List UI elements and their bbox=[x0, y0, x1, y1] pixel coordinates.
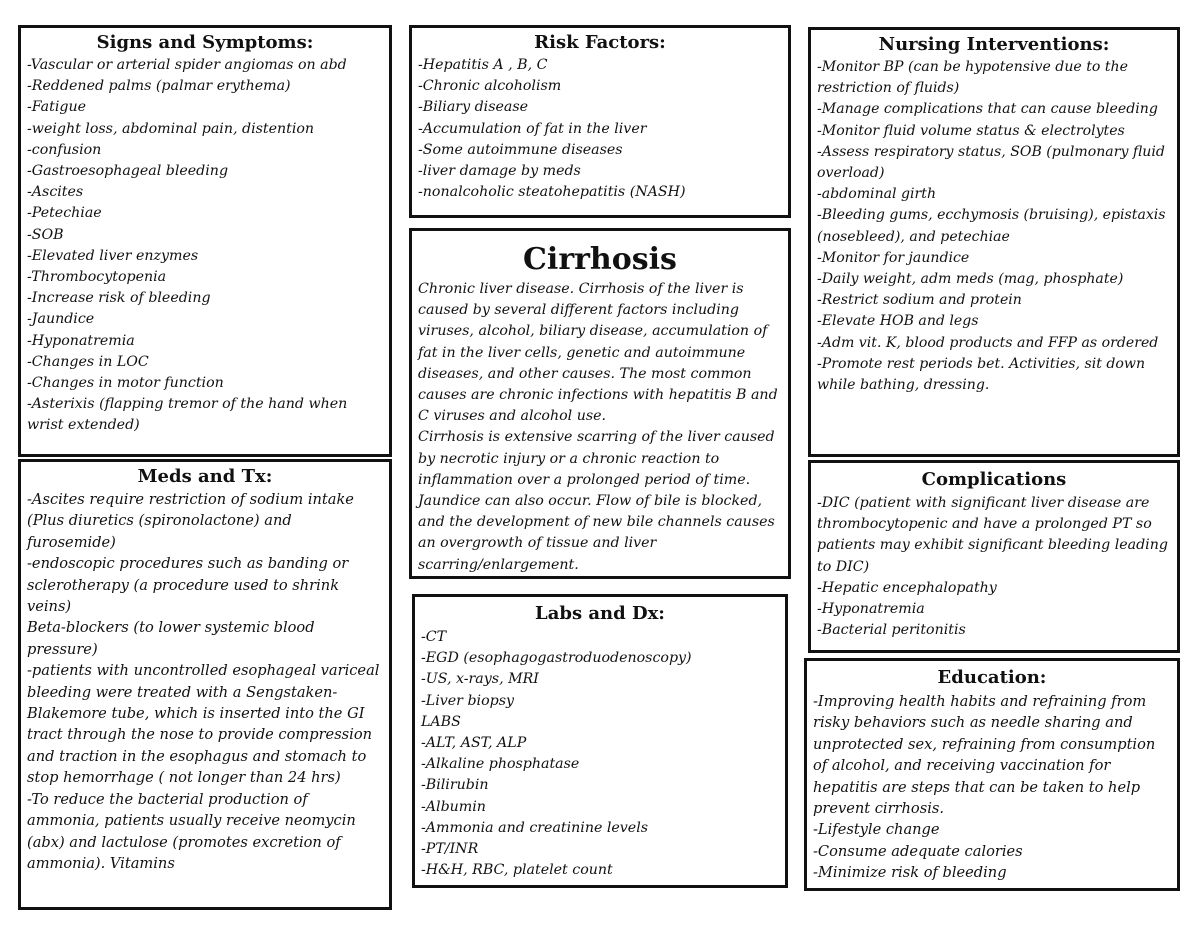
list-item: -SOB bbox=[27, 226, 64, 243]
list-item: -Hepatic encephalopathy bbox=[817, 579, 997, 596]
list-item: -H&H, RBC, platelet count bbox=[421, 862, 613, 879]
list-item: -US, x-rays, MRI bbox=[421, 671, 539, 688]
list-item: -Elevated liver enzymes bbox=[27, 247, 199, 264]
signs-and-symptoms-title: Signs and Symptoms: bbox=[96, 32, 314, 53]
nursing-interventions-box bbox=[808, 27, 1180, 457]
page-title: Cirrhosis bbox=[523, 242, 677, 277]
education-box bbox=[804, 658, 1180, 891]
labs-and-dx-title: Labs and Dx: bbox=[535, 603, 665, 624]
risk-factors-box bbox=[409, 25, 791, 218]
list-item: -Adm vit. K, blood products and FFP as ordered bbox=[817, 334, 1159, 351]
risk-factors-title: Risk Factors: bbox=[534, 32, 666, 53]
list-item: -Jaundice bbox=[27, 311, 95, 328]
complications-box bbox=[808, 460, 1180, 653]
list-item: -Hyponatremia bbox=[27, 332, 135, 349]
list-item: -Elevate HOB and legs bbox=[817, 313, 979, 330]
list-item: -weight loss, abdominal pain, distention bbox=[27, 120, 315, 137]
list-item: -Promote rest periods bet. Activities, sit down while bathing, dressing. bbox=[817, 355, 1146, 394]
labs-and-dx-box bbox=[412, 594, 788, 888]
list-item: -confusion bbox=[27, 141, 102, 158]
cirrhosis-box bbox=[409, 228, 791, 579]
list-item: -CT bbox=[421, 629, 447, 645]
list-item: -abdominal girth bbox=[817, 186, 937, 203]
list-item: -Ascites require restriction of sodium intake (Plus diuretics (spironolactone) and furosemide) bbox=[27, 491, 354, 551]
education-title: Education: bbox=[937, 667, 1047, 688]
list-item: -Bleeding gums, ecchymosis (bruising), epistaxis (nosebleed), and petechiae bbox=[817, 207, 1166, 245]
list-item: -Changes in LOC bbox=[27, 353, 149, 370]
meds-and-tx-title: Meds and Tx: bbox=[137, 466, 273, 487]
list-item: -Ammonia and creatinine levels bbox=[421, 819, 649, 836]
list-item: -Vascular or arterial spider angiomas on abd bbox=[27, 57, 347, 73]
signs-and-symptoms-box bbox=[18, 25, 392, 457]
list-item: -Petechiae bbox=[27, 205, 102, 222]
list-item: -PT/INR bbox=[421, 841, 479, 858]
list-item: -Assess respiratory status, SOB (pulmonary fluid overload) bbox=[817, 143, 1165, 182]
list-item: -DIC (patient with significant liver disease are thrombocytopenic and have a prolonged PT so patients may exhibit significant bleeding leading to DIC) bbox=[817, 495, 1168, 575]
list-item: -Biliary disease bbox=[418, 99, 529, 116]
list-item: -endoscopic procedures such as banding or sclerotherapy (a procedure used to shrink veins) bbox=[27, 555, 349, 616]
list-item: -Reddened palms (palmar erythema) bbox=[27, 78, 291, 95]
list-item: -Asterixis (flapping tremor of the hand when wrist extended) bbox=[27, 396, 348, 434]
list-item: -nonalcoholic steatohepatitis (NASH) bbox=[418, 184, 686, 201]
list-item: -patients with uncontrolled esophageal variceal bleeding were treated with a Sengstaken-Blakemore tube, which is inserted into the GI tract through the nose to provide compression and traction in the esophagus and stomach to stop hemorrhage ( not longer than 24 hrs) bbox=[27, 662, 380, 787]
labs-and-dx-list bbox=[421, 627, 779, 881]
nursing-interventions-list bbox=[817, 57, 1171, 396]
list-item: -Ascites bbox=[27, 184, 84, 201]
list-item: -Thrombocytopenia bbox=[27, 269, 167, 286]
list-item: Beta-blockers (to lower systemic blood pressure) bbox=[27, 619, 315, 658]
list-item: -Monitor BP (can be hypotensive due to the restriction of fluids) bbox=[817, 59, 1128, 97]
signs-and-symptoms-list bbox=[27, 55, 383, 437]
list-item: -Gastroesophageal bleeding bbox=[27, 163, 229, 180]
list-item: -Chronic alcoholism bbox=[418, 78, 562, 95]
complications-title: Complications bbox=[921, 469, 1067, 490]
list-item: -Minimize risk of bleeding bbox=[813, 864, 1007, 882]
list-item: -EGD (esophagogastroduodenoscopy) bbox=[421, 650, 692, 667]
list-item: -Liver biopsy bbox=[421, 692, 514, 709]
list-item: -Bilirubin bbox=[421, 777, 489, 794]
cirrhosis-paragraph: Chronic liver disease. Cirrhosis of the liver is caused by several different factors including viruses, alcohol, biliary disease, accumulation of fat in the liver cells, genetic and autoimmune diseases, and other causes. The most common causes are chronic infections with hepatitis B and C viruses and alcohol use. bbox=[418, 281, 778, 425]
list-item: -Albumin bbox=[421, 798, 486, 815]
list-item: -Improving health habits and refraining from risky behaviors such as needle sharing and unprotected sex, refraining from consumption of alcohol, and receiving vaccination for hepatitis are steps that can be taken to help prevent cirrhosis. bbox=[813, 693, 1156, 818]
list-item: LABS bbox=[421, 713, 461, 730]
list-item: -ALT, AST, ALP bbox=[421, 735, 527, 752]
list-item: -Restrict sodium and protein bbox=[817, 292, 1022, 309]
list-item: -Some autoimmune diseases bbox=[418, 141, 623, 158]
list-item: -Hyponatremia bbox=[817, 601, 925, 618]
cirrhosis-paragraph: Cirrhosis is extensive scarring of the liver caused by necrotic injury or a chronic reaction to inflammation over a prolonged period of time. Jaundice can also occur. Flow of bile is blocked, and the development of new bile channels causes an overgrowth of tissue and liver scarring/enlargement. bbox=[418, 429, 775, 573]
list-item: -Consume adequate calories bbox=[813, 842, 1023, 860]
list-item: -Bacterial peritonitis bbox=[817, 622, 966, 639]
list-item: -Monitor fluid volume status & electrolytes bbox=[817, 122, 1125, 139]
list-item: -Daily weight, adm meds (mag, phosphate) bbox=[817, 271, 1124, 288]
list-item: -Monitor for jaundice bbox=[817, 249, 970, 266]
meds-and-tx-list bbox=[27, 489, 383, 874]
list-item: -Fatigue bbox=[27, 99, 86, 116]
list-item: -Hepatitis A , B, C bbox=[418, 57, 548, 73]
list-item: -Accumulation of fat in the liver bbox=[418, 120, 647, 137]
list-item: -liver damage by meds bbox=[418, 163, 581, 180]
list-item: -Manage complications that can cause bleeding bbox=[817, 101, 1158, 118]
complications-list bbox=[817, 493, 1171, 641]
education-list bbox=[813, 691, 1171, 884]
list-item: -Alkaline phosphatase bbox=[421, 756, 580, 773]
meds-and-tx-box bbox=[18, 459, 392, 910]
list-item: -Changes in motor function bbox=[27, 375, 224, 392]
list-item: -Lifestyle change bbox=[813, 821, 940, 839]
risk-factors-list bbox=[418, 55, 782, 203]
list-item: -To reduce the bacterial production of ammonia, patients usually receive neomycin (abx) and lactulose (promotes excretion of ammonia). Vitamins bbox=[27, 790, 356, 872]
list-item: -Increase risk of bleeding bbox=[27, 290, 211, 307]
nursing-interventions-title: Nursing Interventions: bbox=[878, 34, 1110, 55]
